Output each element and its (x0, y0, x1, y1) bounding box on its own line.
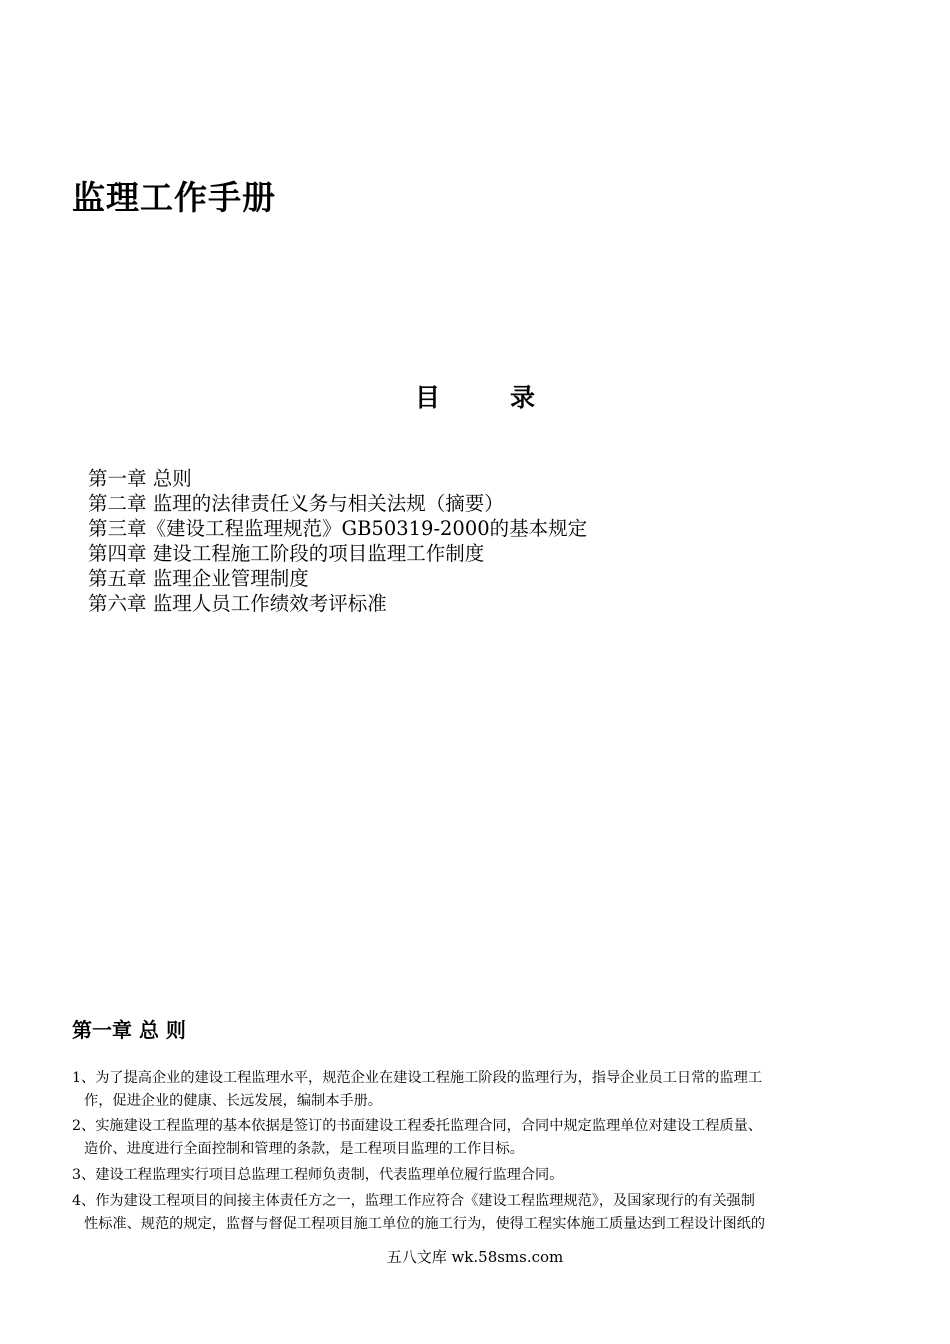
toc-item[interactable]: 第四章 建设工程施工阶段的项目监理工作制度 (88, 542, 485, 565)
page-footer: 五八文库 wk.58sms.com (386, 1248, 564, 1266)
toc-item[interactable]: 第一章 总则 (88, 467, 192, 490)
paragraph-line: 作，促进企业的健康、长远发展，编制本手册。 (84, 1093, 382, 1109)
paragraph-line: 1、为了提高企业的建设工程监理水平，规范企业在建设工程施工阶段的监理行为，指导企业员工日常的监理工 (72, 1070, 763, 1086)
toc-heading-left: 目 (414, 383, 440, 412)
paragraph (72, 1067, 890, 1113)
toc-item[interactable]: 第二章 监理的法律责任义务与相关法规（摘要） (88, 492, 504, 515)
paragraph-line: 3、建设工程监理实行项目总监理工程师负责制，代表监理单位履行监理合同。 (72, 1167, 564, 1183)
chapter-heading: 第一章 总 则 (72, 1018, 186, 1042)
paragraph-line: 造价、进度进行全面控制和管理的条款，是工程项目监理的工作目标。 (84, 1141, 524, 1157)
toc-item[interactable]: 第五章 监理企业管理制度 (88, 567, 309, 590)
paragraph-line: 4、作为建设工程项目的间接主体责任方之一，监理工作应符合《建设工程监理规范》，及国家现行的有关强制 (72, 1193, 755, 1209)
document-title: 监理工作手册 (72, 178, 276, 217)
toc-list (88, 466, 587, 616)
toc-heading (0, 378, 950, 414)
toc-heading-right: 录 (510, 383, 536, 412)
toc-item[interactable]: 第三章《建设工程监理规范》GB50319-2000的基本规定 (88, 517, 588, 540)
paragraph (72, 1190, 890, 1236)
paragraph (72, 1115, 890, 1161)
paragraph (72, 1164, 890, 1187)
paragraph-line: 性标准、规范的规定，监督与督促工程项目施工单位的施工行为，使得工程实体施工质量达到工程设计图纸的 (84, 1216, 766, 1232)
paragraph-line: 2、实施建设工程监理的基本依据是签订的书面建设工程委托监理合同，合同中规定监理单位对建设工程质量、 (72, 1118, 763, 1134)
toc-item[interactable]: 第六章 监理人员工作绩效考评标准 (88, 592, 387, 615)
